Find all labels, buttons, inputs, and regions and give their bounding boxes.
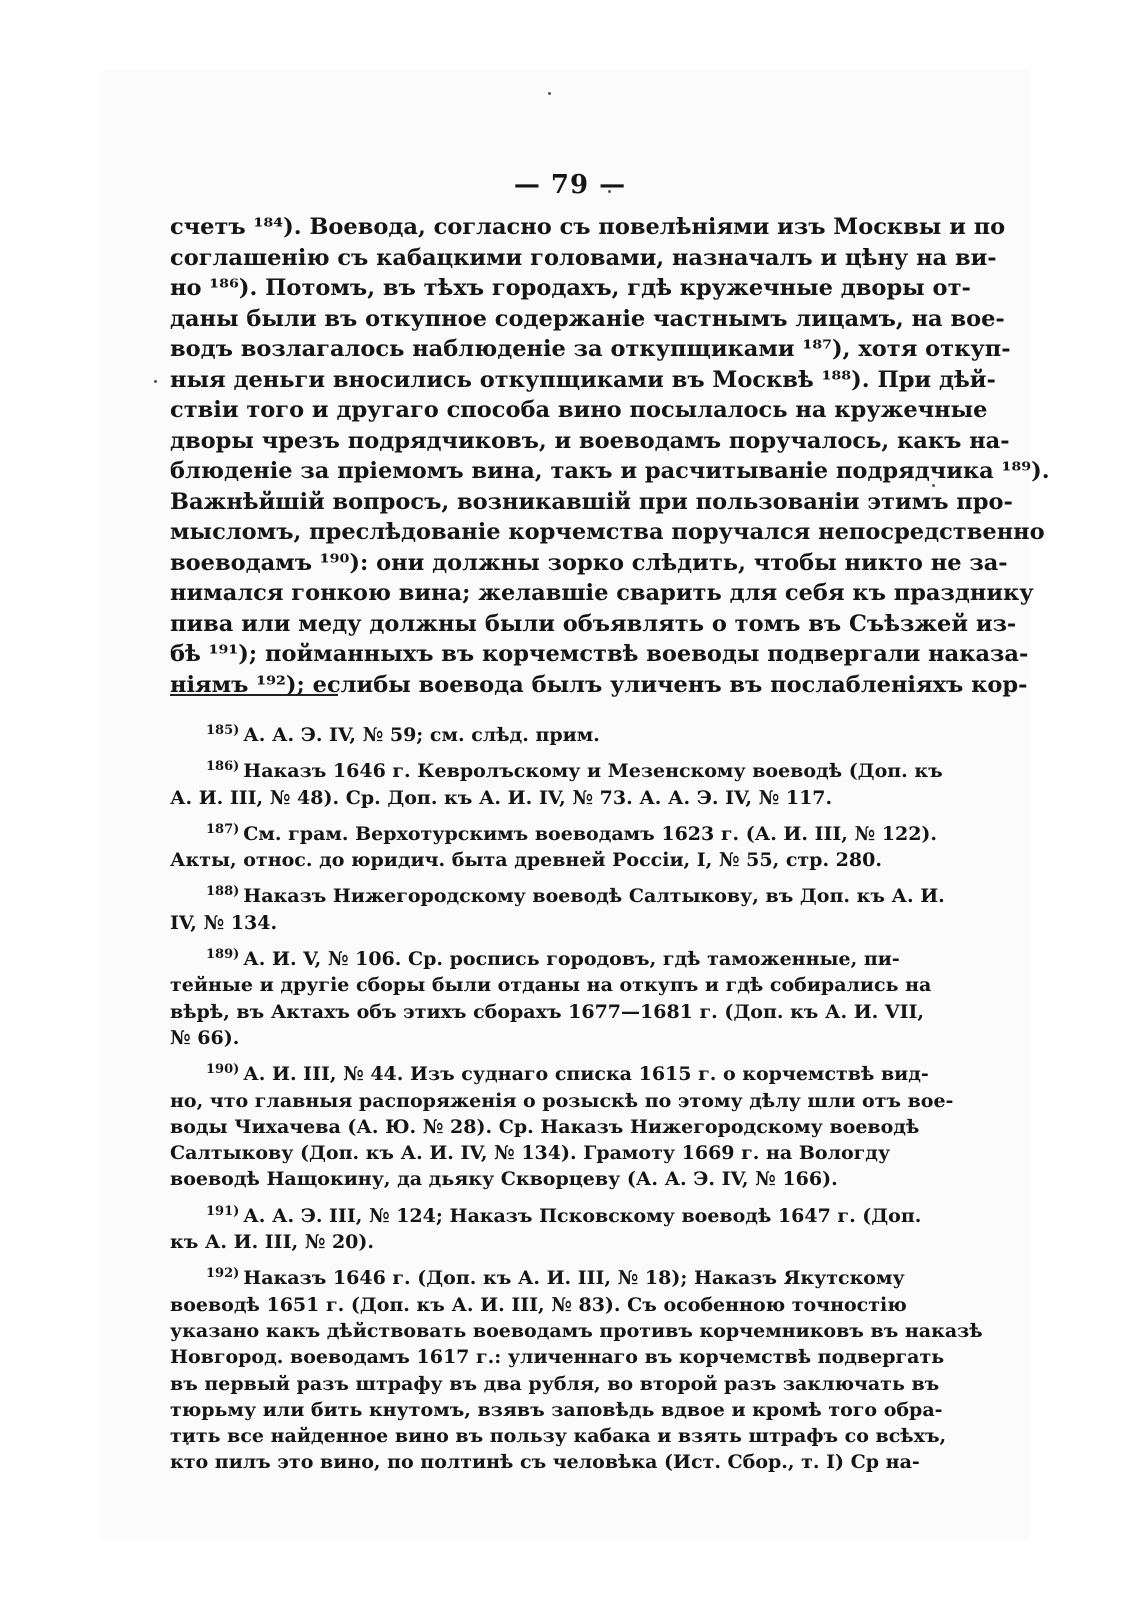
body-line: бѣ ¹⁹¹); пойманныхъ въ корчемствѣ воеводы подвергали наказа-	[170, 641, 1029, 667]
body-line: мысломъ, преслѣдованіе корчемства поручался непосредственно	[170, 519, 1045, 545]
body-line: Важнѣйшій вопросъ, возникавшій при пользованіи этимъ про-	[170, 488, 1013, 515]
footnote-line: въ первый разъ штрафу въ два рубля, во второй разъ заключать въ	[170, 1372, 940, 1395]
body-line: даны были въ откупное содержаніе частнымъ лицамъ, на вое-	[170, 305, 1005, 332]
body-line: соглашенію съ кабацкими головами, назначалъ и цѣну на ви-	[170, 244, 997, 271]
footnote-line	[170, 942, 900, 972]
footnote-190	[170, 1057, 954, 1192]
footnote-line	[170, 1057, 929, 1087]
footnote-text: А. И. III, № 44. Изъ суднаго списка 1615 г. о корчемствѣ вид-	[243, 1063, 929, 1086]
footnote-text: А. И. V, № 106. Ср. роспись городовъ, гдѣ таможенные, пи-	[243, 948, 900, 971]
footnote-186	[170, 754, 943, 811]
scan-speck	[548, 92, 551, 95]
footnote-line: № 66).	[170, 1026, 240, 1049]
footnote-mark: 185)	[206, 723, 240, 738]
footnote-text: Наказъ Нижегородскому воеводѣ Салтыкову, въ Доп. къ А. И.	[243, 885, 945, 908]
footnote-mark: 189)	[206, 947, 240, 963]
footnote-text: А. А. Э. III, № 124; Наказъ Псковскому воеводѣ 1647 г. (Доп.	[243, 1204, 922, 1227]
body-line: но ¹⁸⁶). Потомъ, въ тѣхъ городахъ, гдѣ кружечные дворы от-	[170, 275, 971, 301]
footnote-line: указано какъ дѣйствовать воеводамъ противъ корчемниковъ въ наказѣ	[170, 1319, 983, 1342]
body-line: воеводамъ ¹⁹⁰): они должны зорко слѣдить, чтобы никто не за-	[170, 549, 1008, 576]
footnote-192	[170, 1261, 983, 1475]
footnotes	[170, 718, 983, 1476]
body-line: ствіи того и другаго способа вино посылалось на кружечные	[170, 397, 988, 423]
footnote-line: но, что главныя распоряженія о розыскѣ по этому дѣлу шли отъ вое-	[170, 1089, 954, 1112]
footnote-line	[170, 754, 943, 784]
body-line: счетъ ¹⁸⁴). Воевода, согласно съ повелѣніями изъ Москвы и по	[170, 214, 1006, 240]
footnote-line	[170, 817, 938, 847]
footnote-187	[170, 817, 938, 874]
footnote-line	[170, 1199, 922, 1229]
body-line: ныя деньги вносились откупщиками въ Москвѣ ¹⁸⁸). При дѣй-	[170, 366, 996, 393]
footnote-mark: 192)	[206, 1266, 240, 1282]
footnote-line: А. И. III, № 48). Ср. Доп. къ А. И. IV, № 73. А. А. Э. IV, № 117.	[170, 786, 833, 809]
footnote-line: Акты, относ. до юридич. быта древней Россіи, I, № 55, стр. 280.	[170, 849, 882, 872]
footnote-text: Наказъ 1646 г. Кевролъскому и Мезенскому воеводѣ (Доп. къ	[243, 760, 943, 783]
footnote-line: тюрьму или бить кнутомъ, взявъ заповѣдь вдвое и кромѣ того обра-	[170, 1398, 943, 1421]
footnote-line: кто пилъ это вино, по полтинѣ съ человѣка (Ист. Сбор., т. I) Ср на-	[170, 1451, 920, 1474]
footnote-text: А. А. Э. IV, № 59; см. слѣд. прим.	[243, 724, 600, 746]
body-line: ніямъ ¹⁹²); еслибы воевода былъ уличенъ въ послабленіяхъ кор-	[170, 671, 1028, 698]
footnote-divider	[170, 694, 338, 696]
footnote-line	[170, 1261, 905, 1291]
body-line: блюденіе за пріемомъ вина, такъ и расчитываніе подрядчика ¹⁸⁹).	[170, 458, 1050, 484]
footnote-line	[170, 879, 945, 909]
footnote-185	[170, 718, 880, 748]
footnote-line	[170, 718, 880, 748]
footnote-line: воеводѣ 1651 г. (Доп. къ А. И. III, № 83). Съ особенною точностію	[170, 1293, 907, 1316]
footnote-188	[170, 879, 945, 936]
footnote-text: См. грам. Верхотурскимъ воеводамъ 1623 г. (А. И. III, № 122).	[243, 822, 938, 845]
page-number: — 79 —	[513, 170, 627, 200]
footnote-line: Новгород. воеводамъ 1617 г.: уличеннаго въ корчемствѣ подвергать	[170, 1346, 945, 1369]
footnote-line: IV, № 134.	[170, 911, 278, 934]
footnote-mark: 186)	[206, 759, 240, 775]
footnote-line: тить все найденное вино въ пользу кабака и взять штрафъ со всѣхъ,	[170, 1425, 947, 1448]
footnote-mark: 190)	[206, 1062, 240, 1078]
footnote-189	[170, 942, 932, 1051]
footnote-mark: 187)	[206, 821, 240, 837]
footnote-line: къ А. И. III, № 20).	[170, 1231, 374, 1254]
body-line: водъ возлагалось наблюденіе за откупщиками ¹⁸⁷), хотя откуп-	[170, 336, 1011, 362]
body-line: нимался гонкою вина; желавшіе сварить для себя къ празднику	[170, 580, 1034, 606]
footnote-line: вѣрѣ, въ Актахъ объ этихъ сборахъ 1677—1681 г. (Доп. къ А. И. VII,	[170, 1000, 925, 1023]
footnote-mark: 188)	[206, 884, 240, 900]
body-line: пива или меду должны были объявлять о томъ въ Съѣзжей из-	[170, 610, 1017, 637]
scan-speck	[154, 380, 157, 383]
footnote-line: воеводѣ Нащокину, да дьяку Скворцеву (А. А. Э. IV, № 166).	[170, 1168, 838, 1191]
scan-speck	[932, 484, 935, 487]
footnote-line: тейные и другіе сборы были отданы на откупъ и гдѣ собирались на	[170, 974, 932, 997]
body-line: дворы чрезъ подрядчиковъ, и воеводамъ поручалось, какъ на-	[170, 427, 1010, 454]
footnote-mark: 191)	[206, 1203, 240, 1219]
body-text	[170, 212, 1050, 700]
footnote-line: воды Чихачева (А. Ю. № 28). Ср. Наказъ Нижегородскому воеводѣ	[170, 1115, 920, 1138]
footnote-line: Салтыкову (Доп. къ А. И. IV, № 134). Грамоту 1669 г. на Вологду	[170, 1142, 891, 1165]
footnote-text: Наказъ 1646 г. (Доп. къ А. И. III, № 18); Наказъ Якутскому	[243, 1267, 905, 1290]
footnote-191	[170, 1199, 922, 1256]
